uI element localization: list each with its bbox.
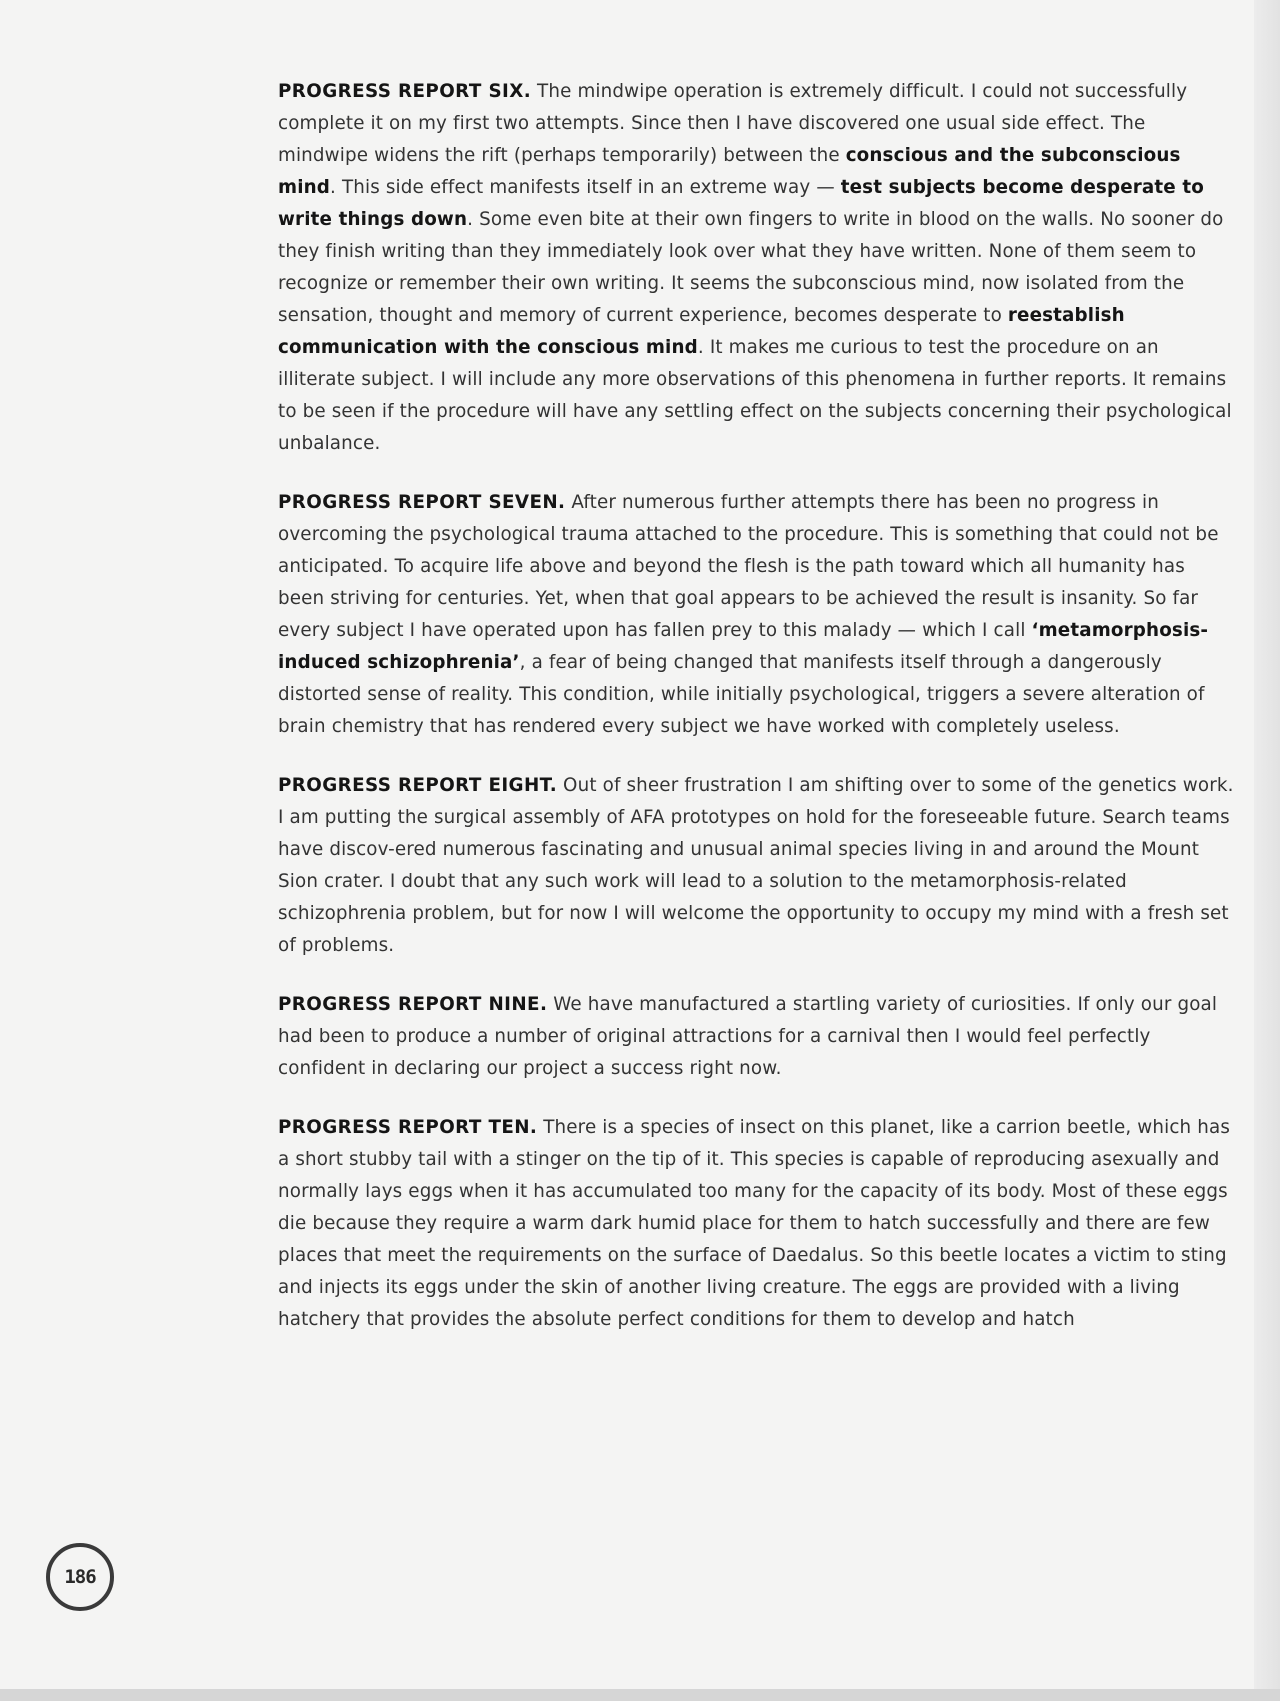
report-heading: PROGRESS REPORT EIGHT. xyxy=(278,775,558,796)
report-emphasis: reestablish communication with the conscious mind xyxy=(278,305,1125,358)
report-text: There is a species of insect on this planet, like a carrion beetle, which has a short stubby tail with a stinger on the tip of it. This species is capable of reproducing asexually and normally lays eggs when it has accumulated too many for the capacity of its body. Most of these eggs die because they require a warm dark humid place for them to hatch successfully and there are few places that meet the requirements on the surface of Daedalus. So this beetle locates a victim to sting and injects its eggs under the skin of another living creature. The eggs are provided with a living hatchery that provides the absolute perfect conditions for them to develop and hatch xyxy=(278,1117,1231,1330)
page-edge xyxy=(1254,0,1280,1701)
report-heading: PROGRESS REPORT SEVEN. xyxy=(278,492,566,513)
report-text: We have manufactured a startling variety of curiosities. If only our goal had been to produce a number of original attractions for a carnival then I would feel perfectly confident in declaring our project a success right now. xyxy=(278,994,1218,1079)
report-text: . This side effect manifests itself in an extreme way — xyxy=(330,177,841,198)
report-emphasis: conscious and the subconscious mind xyxy=(278,145,1181,198)
report-emphasis: test subjects become desperate to write things down xyxy=(278,177,1204,230)
report-text: , a fear of being changed that manifests itself through a dangerously distorted sense of reality. This condition, while initially psychological, triggers a severe alteration of brain chemistry that has rendered every subject we have worked with completely useless. xyxy=(278,652,1205,737)
progress-report-ten xyxy=(278,1112,1236,1336)
page-number-badge xyxy=(46,1543,114,1611)
progress-report-eight xyxy=(278,770,1236,962)
report-emphasis: ‘metamorphosis-induced schizophrenia’ xyxy=(278,620,1209,673)
report-text: . It makes me curious to test the procedure on an illiterate subject. I will include any more observations of this phenomena in further reports. It remains to be seen if the procedure will have any settling effect on the subjects concerning their psychological unbalance. xyxy=(278,337,1232,454)
progress-report-nine xyxy=(278,989,1236,1085)
progress-report-six xyxy=(278,76,1236,460)
report-heading: PROGRESS REPORT NINE. xyxy=(278,994,548,1015)
progress-report-seven xyxy=(278,487,1236,743)
report-heading: PROGRESS REPORT TEN. xyxy=(278,1117,538,1138)
report-text: . Some even bite at their own fingers to write in blood on the walls. No sooner do they finish writing than they immediately look over what they have written. None of them seem to recognize or remember their own writing. It seems the subconscious mind, now isolated from the sensation, thought and memory of current experience, becomes desperate to xyxy=(278,209,1224,326)
report-text: After numerous further attempts there has been no progress in overcoming the psychological trauma attached to the procedure. This is something that could not be anticipated. To acquire life above and beyond the flesh is the path toward which all humanity has been striving for centuries. Yet, when that goal appears to be achieved the result is insanity. So far every subject I have operated upon has fallen prey to this malady — which I call xyxy=(278,492,1219,641)
page-number: 186 xyxy=(64,1566,96,1588)
document-body xyxy=(278,76,1236,1363)
report-text: Out of sheer frustration I am shifting over to some of the genetics work. I am putting the surgical assembly of AFA prototypes on hold for the foreseeable future. Search teams have discov-ered numerous fascinating and unusual animal species living in and around the Mount Sion crater. I doubt that any such work will lead to a solution to the metamorphosis-related schizophrenia problem, but for now I will welcome the opportunity to occupy my mind with a fresh set of problems. xyxy=(278,775,1234,956)
report-text: The mindwipe operation is extremely difficult. I could not successfully complete it on my first two attempts. Since then I have discovered one usual side effect. The mindwipe widens the rift (perhaps temporarily) between the xyxy=(278,81,1188,166)
report-heading: PROGRESS REPORT SIX. xyxy=(278,81,532,102)
bottom-edge xyxy=(0,1689,1280,1701)
